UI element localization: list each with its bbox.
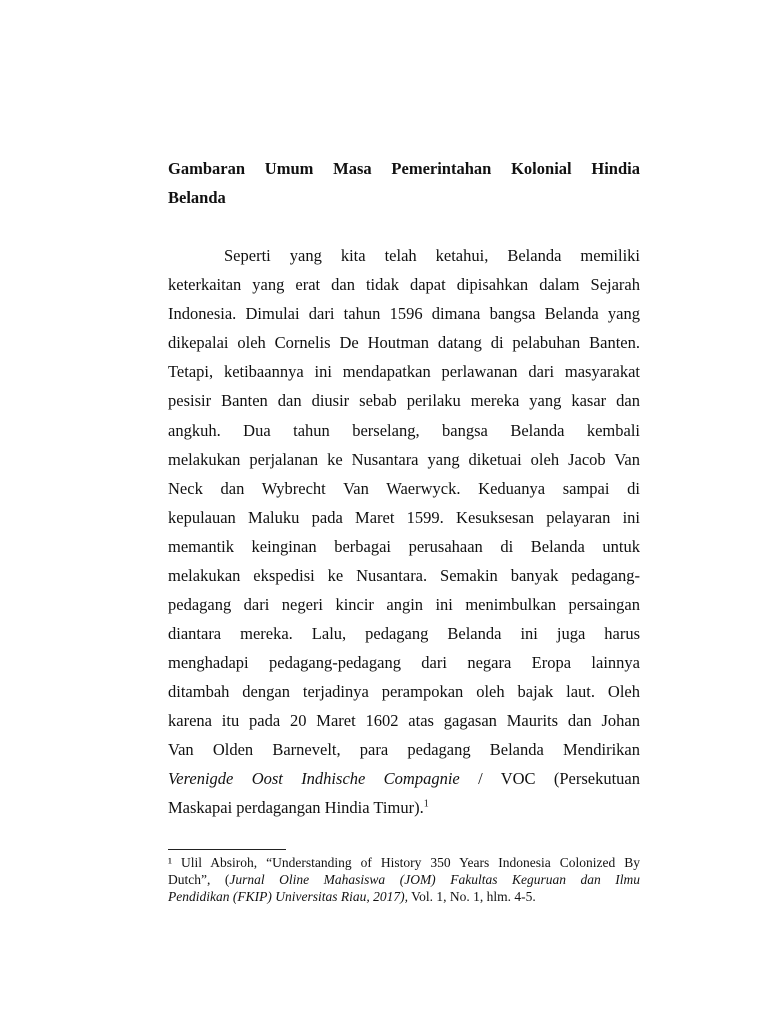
footnote-reference: 1 [423,798,429,810]
body-line: melakukan perjalanan ke Nusantara yang diketuai oleh Jacob Van [168,450,640,469]
body-line: karena itu pada 20 Maret 1602 atas gagasan Maurits dan Johan [168,711,640,730]
body-line-final [168,798,640,818]
body-line: kepulauan Maluku pada Maret 1599. Kesuksesan pelayaran ini [168,508,640,527]
section-heading-line-2: Belanda [168,188,226,207]
footnote-text: Dutch”, ( [168,872,230,887]
body-line: Seperti yang kita telah ketahui, Belanda memiliki [224,246,640,265]
voc-italic-name: Verenigde Oost Indhische Compagnie [168,769,460,788]
final-line-text: Maskapai perdagangan Hindia Timur). [168,798,424,817]
body-line: Indonesia. Dimulai dari tahun 1596 dimana bangsa Belanda yang [168,304,640,323]
body-line-voc [168,769,640,789]
body-line: pedagang dari negeri kincir angin ini menimbulkan persaingan [168,595,640,614]
body-line: keterkaitan yang erat dan tidak dapat dipisahkan dalam Sejarah [168,275,640,294]
body-line: menghadapi pedagang-pedagang dari negara Eropa lainnya [168,653,640,672]
body-line: melakukan ekspedisi ke Nusantara. Semakin banyak pedagang- [168,566,640,585]
footnote-line-2 [168,872,640,888]
section-heading-line-1: Gambaran Umum Masa Pemerintahan Kolonial Hindia [168,159,640,178]
footnote-journal-title: Jurnal Oline Mahasiswa (JOM) Fakultas Keguruan dan Ilmu [229,872,641,887]
body-line: angkuh. Dua tahun berselang, bangsa Belanda kembali [168,421,640,440]
body-line: diantara mereka. Lalu, pedagang Belanda ini juga harus [168,624,640,643]
body-line: pesisir Banten dan diusir sebab perilaku mereka yang kasar dan [168,391,640,410]
body-line: Tetapi, ketibaannya ini mendapatkan perlawanan dari masyarakat [168,362,640,381]
voc-rest: / VOC (Persekutuan [459,769,640,788]
footnote-journal-title-cont: Pendidikan (FKIP) Universitas Riau, 2017), [168,889,408,904]
footnote-line-3 [168,889,640,905]
body-line: dikepalai oleh Cornelis De Houtman datang di pelabuhan Banten. [168,333,640,352]
footnote-separator [168,849,286,850]
body-line: ditambah dengan terjadinya perampokan oleh bajak laut. Oleh [168,682,640,701]
body-line: Neck dan Wybrecht Van Waerwyck. Keduanya sampai di [168,479,640,498]
body-line: memantik keinginan berbagai perusahaan di Belanda untuk [168,537,640,556]
footnote-volume: Vol. 1, No. 1, hlm. 4-5. [407,889,536,904]
body-line: Van Olden Barnevelt, para pedagang Belanda Mendirikan [168,740,640,759]
footnote-line-1: ¹ Ulil Absiroh, “Understanding of History 350 Years Indonesia Colonized By [168,855,640,870]
